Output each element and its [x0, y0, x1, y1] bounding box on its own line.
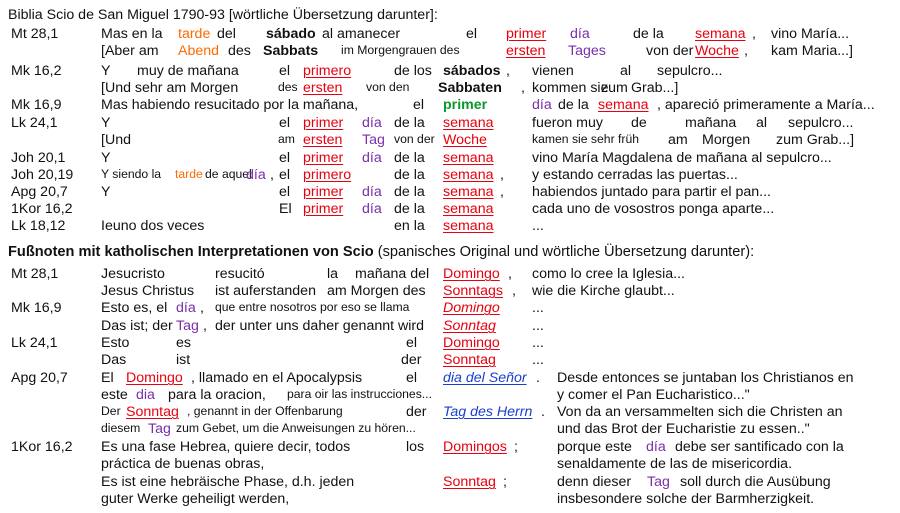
verse-fragment: insbesondere solche der Barmherzigkeit.: [557, 491, 815, 507]
verse-fragment: [Aber am: [101, 43, 159, 59]
verse-fragment: ,: [752, 26, 756, 42]
footnote-row: [0, 439, 900, 457]
verse-fragment: de la: [394, 201, 425, 217]
verse-fragment: primer: [506, 26, 547, 42]
verse-fragment: Tages: [568, 43, 606, 59]
footnote-row-translation: [0, 352, 900, 370]
verse-fragment: Abend: [178, 43, 220, 59]
verse-fragment: de la: [394, 115, 425, 131]
footnote-row: [0, 266, 900, 284]
verse-fragment: Morgen: [702, 132, 751, 148]
verse-fragment: am: [668, 132, 688, 148]
verse-fragment: diesem: [101, 421, 141, 435]
footnote-row: [0, 456, 900, 474]
footnote-row-translation: [0, 491, 900, 509]
verse-fragment: dia: [136, 387, 155, 403]
verse-fragment: muy de mañana: [137, 63, 239, 79]
verse-fragment: Woche: [443, 132, 487, 148]
verse-fragment: Tag: [176, 318, 199, 334]
verse-fragment: y comer el Pan Eucharistico...": [557, 387, 750, 403]
verse-fragment: al: [620, 63, 632, 79]
verse-fragment: mañana del: [355, 266, 430, 282]
footnote-row: [0, 387, 900, 405]
verse-fragment: der unter uns daher genannt wird: [215, 318, 425, 334]
verse-fragment: Mt 28,1: [11, 266, 59, 282]
verse-fragment: im Morgengrauen des: [341, 43, 460, 57]
verse-fragment: al amanecer: [322, 26, 401, 42]
verse-fragment: denn dieser: [557, 474, 632, 490]
verse-fragment: Esto es, el: [101, 300, 168, 316]
verse-fragment: ,: [200, 300, 204, 316]
verse-fragment: kommen sie: [532, 80, 609, 96]
verse-fragment: 1Kor 16,2: [11, 201, 73, 217]
verse-fragment: Mas habiendo resucitado por la mañana,: [101, 97, 359, 113]
verse-fragment: ist: [176, 352, 191, 368]
verse-fragment: Mk 16,9: [11, 97, 62, 113]
footnote-row-translation: [0, 318, 900, 336]
verse-fragment: [Und sehr am Morgen: [101, 80, 239, 96]
verse-row: [0, 115, 900, 133]
verse-fragment: Tag: [647, 474, 670, 490]
verse-fragment: zum Gebet, um die Anweisungen zu hören...: [176, 421, 416, 435]
verse-fragment: Domingos: [443, 439, 507, 455]
verse-fragment: guter Werke geheiligt werden,: [101, 491, 290, 507]
verse-fragment: día: [532, 97, 552, 113]
verse-row: [0, 201, 900, 219]
verse-fragment: el: [279, 167, 291, 183]
verse-fragment: día: [362, 115, 382, 131]
verse-fragment: ersten: [303, 132, 343, 148]
verse-fragment: von den: [366, 80, 410, 94]
heading-footnotes: [8, 244, 754, 260]
verse-fragment: primer: [303, 184, 344, 200]
verse-fragment: sábados: [443, 63, 501, 79]
verse-fragment: [Und: [101, 132, 131, 148]
verse-fragment: der: [401, 352, 422, 368]
verse-fragment: el: [466, 26, 478, 42]
verse-row: [0, 184, 900, 202]
verse-fragment: el: [279, 63, 291, 79]
verse-fragment: .: [541, 404, 545, 420]
verse-fragment: de la: [394, 184, 425, 200]
verse-fragment: primer: [443, 97, 488, 113]
verse-row-translation: [0, 43, 900, 61]
verse-row: [0, 63, 900, 81]
verse-fragment: semana: [443, 115, 494, 131]
verse-fragment: ,: [203, 318, 207, 334]
verse-fragment: Tag: [362, 132, 385, 148]
verse-fragment: primer: [303, 201, 344, 217]
verse-fragment: ,: [512, 283, 516, 299]
verse-fragment: día: [570, 26, 590, 42]
verse-fragment: senaldamente de las de misericordia.: [557, 456, 793, 472]
verse-fragment: zum Grab...]: [776, 132, 855, 148]
verse-fragment: ...: [532, 300, 544, 316]
verse-fragment: dia del Señor: [443, 370, 527, 386]
verse-fragment: Sonntag: [443, 318, 496, 334]
verse-fragment: am Morgen des: [327, 283, 426, 299]
verse-fragment: ,: [500, 167, 504, 183]
verse-fragment: fueron muy: [532, 115, 603, 131]
verse-fragment: primero: [303, 167, 352, 183]
verse-fragment: , apareció primeramente a María...: [657, 97, 875, 113]
verse-fragment: Das: [101, 352, 127, 368]
verse-fragment: Y: [101, 150, 111, 166]
verse-fragment: de aquel: [205, 167, 252, 181]
verse-fragment: Joh 20,1: [11, 150, 66, 166]
verse-fragment: vino María Magdalena de mañana al sepulcro...: [532, 150, 832, 166]
verse-fragment: Ieuno dos veces: [101, 218, 205, 234]
verse-fragment: von der: [646, 43, 694, 59]
verse-fragment: de la: [394, 167, 425, 183]
verse-fragment: ...: [532, 218, 544, 234]
verse-fragment: soll durch die Ausübung: [680, 474, 831, 490]
verse-fragment: El: [101, 370, 114, 386]
verse-fragment: el: [413, 97, 425, 113]
verse-fragment: de los: [394, 63, 432, 79]
verse-row-translation: [0, 80, 900, 98]
verse-fragment: semana: [443, 201, 494, 217]
verse-fragment: semana: [443, 218, 494, 234]
verse-fragment: Sabbats: [263, 43, 319, 59]
verse-fragment: Sonntag: [443, 352, 496, 368]
heading-footnotes-bold: Fußnoten mit katholischen Interpretationen von Scio: [8, 244, 374, 260]
verse-fragment: Domingo: [443, 300, 500, 316]
verse-fragment: el: [406, 335, 418, 351]
verse-fragment: Y siendo la: [101, 167, 162, 181]
footnote-row-translation: [0, 474, 900, 492]
verse-fragment: el: [279, 184, 291, 200]
verse-fragment: Lk 18,12: [11, 218, 66, 234]
verse-fragment: porque este: [557, 439, 632, 455]
verse-fragment: habiendos juntado para partir el pan...: [532, 184, 771, 200]
verse-fragment: ist auferstanden: [215, 283, 316, 299]
verse-fragment: debe ser santificado con la: [675, 439, 844, 455]
verse-fragment: día: [362, 201, 382, 217]
verse-fragment: ersten: [303, 80, 343, 96]
verse-fragment: Von da an versammelten sich die Christen an: [557, 404, 843, 420]
verse-fragment: ersten: [506, 43, 546, 59]
verse-row-translation: [0, 132, 900, 150]
verse-fragment: tarde: [175, 167, 203, 181]
verse-fragment: von der: [394, 132, 435, 146]
verse-fragment: semana: [695, 26, 746, 42]
verse-fragment: ...: [532, 318, 544, 334]
verse-fragment: Lk 24,1: [11, 115, 58, 131]
verse-fragment: Tag: [148, 421, 171, 437]
verse-fragment: práctica de buenas obras,: [101, 456, 265, 472]
verse-fragment: Es ist eine hebräische Phase, d.h. jeden: [101, 474, 355, 490]
verse-fragment: la: [327, 266, 339, 282]
heading-footnotes-rest: (spanisches Original und wörtliche Übersetzung darunter):: [377, 244, 755, 260]
verse-fragment: semana: [443, 184, 494, 200]
verse-fragment: Domingo: [443, 335, 500, 351]
verse-fragment: sepulcro...: [657, 63, 723, 79]
footnote-row-translation: [0, 421, 900, 439]
verse-fragment: de la: [633, 26, 664, 42]
verse-fragment: ,: [506, 63, 510, 79]
verse-row: [0, 26, 900, 44]
verse-fragment: el: [279, 150, 291, 166]
verse-fragment: Mk 16,2: [11, 63, 62, 79]
verse-fragment: cada uno de vosostros ponga aparte...: [532, 201, 775, 217]
verse-fragment: en la: [394, 218, 425, 234]
verse-fragment: Jesucristo: [101, 266, 165, 282]
verse-fragment: und das Brot der Eucharistie zu essen..": [557, 421, 810, 437]
verse-fragment: Das ist; der: [101, 318, 173, 334]
verse-fragment: Sabbaten: [438, 80, 502, 96]
verse-fragment: día: [176, 300, 196, 316]
verse-fragment: sábado: [266, 26, 316, 42]
verse-fragment: para oir las instrucciones...: [287, 387, 432, 401]
verse-fragment: al: [756, 115, 768, 131]
verse-fragment: Es una fase Hebrea, quiere decir, todos: [101, 439, 351, 455]
verse-fragment: como lo cree la Iglesia...: [532, 266, 685, 282]
footnote-row-translation: [0, 404, 900, 422]
verse-fragment: Y: [101, 115, 111, 131]
verse-fragment: ,: [270, 167, 274, 183]
footnote-row: [0, 335, 900, 353]
verse-fragment: ,: [744, 43, 748, 59]
verse-fragment: que entre nosotros por eso se llama: [215, 300, 410, 314]
verse-row: [0, 218, 900, 236]
footnote-row: [0, 300, 900, 318]
verse-fragment: Woche: [695, 43, 739, 59]
footnote-row: [0, 370, 900, 388]
verse-fragment: Esto: [101, 335, 130, 351]
verse-fragment: ;: [503, 474, 507, 490]
verse-row: [0, 167, 900, 185]
verse-fragment: y estando cerradas las puertas...: [532, 167, 738, 183]
verse-fragment: los: [406, 439, 425, 455]
verse-fragment: vino María...: [771, 26, 850, 42]
verse-fragment: Mk 16,9: [11, 300, 62, 316]
verse-fragment: Joh 20,19: [11, 167, 74, 183]
verse-fragment: el: [279, 115, 291, 131]
verse-fragment: día: [246, 167, 266, 183]
footnote-row-translation: [0, 283, 900, 301]
verse-fragment: Mas en la: [101, 26, 163, 42]
verse-fragment: primer: [303, 150, 344, 166]
verse-fragment: primero: [303, 63, 352, 79]
verse-fragment: ...: [532, 335, 544, 351]
verse-fragment: del: [217, 26, 236, 42]
verse-fragment: , llamado en el Apocalypsis: [191, 370, 363, 386]
verse-fragment: am: [278, 132, 295, 146]
verse-fragment: semana: [598, 97, 649, 113]
verse-fragment: Domingo: [443, 266, 500, 282]
verse-fragment: des: [278, 80, 298, 94]
verse-fragment: este: [101, 387, 128, 403]
verse-fragment: der: [406, 404, 427, 420]
verse-fragment: de la: [558, 97, 589, 113]
verse-fragment: Sonntag: [443, 474, 496, 490]
verse-fragment: día: [646, 439, 666, 455]
verse-fragment: Y: [101, 184, 111, 200]
verse-row: [0, 97, 900, 115]
verse-fragment: sepulcro...: [788, 115, 854, 131]
verse-fragment: Mt 28,1: [11, 26, 59, 42]
verse-fragment: día: [362, 150, 382, 166]
verse-fragment: Y: [101, 63, 111, 79]
verse-fragment: Sonntag: [126, 404, 179, 420]
verse-fragment: , genannt in der Offenbarung: [187, 404, 343, 418]
verse-fragment: resucitó: [215, 266, 265, 282]
verse-fragment: 1Kor 16,2: [11, 439, 73, 455]
verse-fragment: Apg 20,7: [11, 184, 68, 200]
verse-fragment: Sonntags: [443, 283, 503, 299]
heading-translation: Biblia Scio de San Miguel 1790-93 [wörtliche Übersetzung darunter]:: [8, 7, 438, 23]
verse-fragment: mañana: [685, 115, 737, 131]
verse-fragment: semana: [443, 167, 494, 183]
verse-fragment: para la oracion,: [168, 387, 266, 403]
verse-fragment: es: [176, 335, 191, 351]
verse-fragment: des: [228, 43, 251, 59]
verse-fragment: de: [631, 115, 647, 131]
verse-fragment: ;: [514, 439, 518, 455]
verse-fragment: Der: [101, 404, 121, 418]
verse-fragment: de la: [394, 150, 425, 166]
verse-fragment: Lk 24,1: [11, 335, 58, 351]
verse-fragment: kam Maria...]: [771, 43, 853, 59]
verse-fragment: wie die Kirche glaubt...: [532, 283, 675, 299]
verse-fragment: Apg 20,7: [11, 370, 68, 386]
verse-fragment: kamen sie sehr früh: [532, 132, 640, 146]
verse-fragment: semana: [443, 150, 494, 166]
verse-fragment: Desde entonces se juntaban los Christianos en: [557, 370, 854, 386]
verse-fragment: zum: [601, 80, 628, 96]
verse-fragment: el: [406, 370, 418, 386]
verse-fragment: primer: [303, 115, 344, 131]
verse-row: [0, 150, 900, 168]
verse-fragment: ,: [500, 184, 504, 200]
verse-fragment: Tag des Herrn: [443, 404, 533, 420]
verse-fragment: Domingo: [126, 370, 183, 386]
verse-fragment: vienen: [532, 63, 574, 79]
verse-fragment: El: [279, 201, 292, 217]
verse-fragment: Jesus Christus: [101, 283, 195, 299]
verse-fragment: ,: [521, 80, 525, 96]
verse-fragment: ...: [532, 352, 544, 368]
verse-fragment: ,: [508, 266, 512, 282]
verse-fragment: tarde: [178, 26, 211, 42]
verse-fragment: .: [536, 370, 540, 386]
verse-fragment: día: [362, 184, 382, 200]
verse-fragment: Grab...]: [631, 80, 679, 96]
